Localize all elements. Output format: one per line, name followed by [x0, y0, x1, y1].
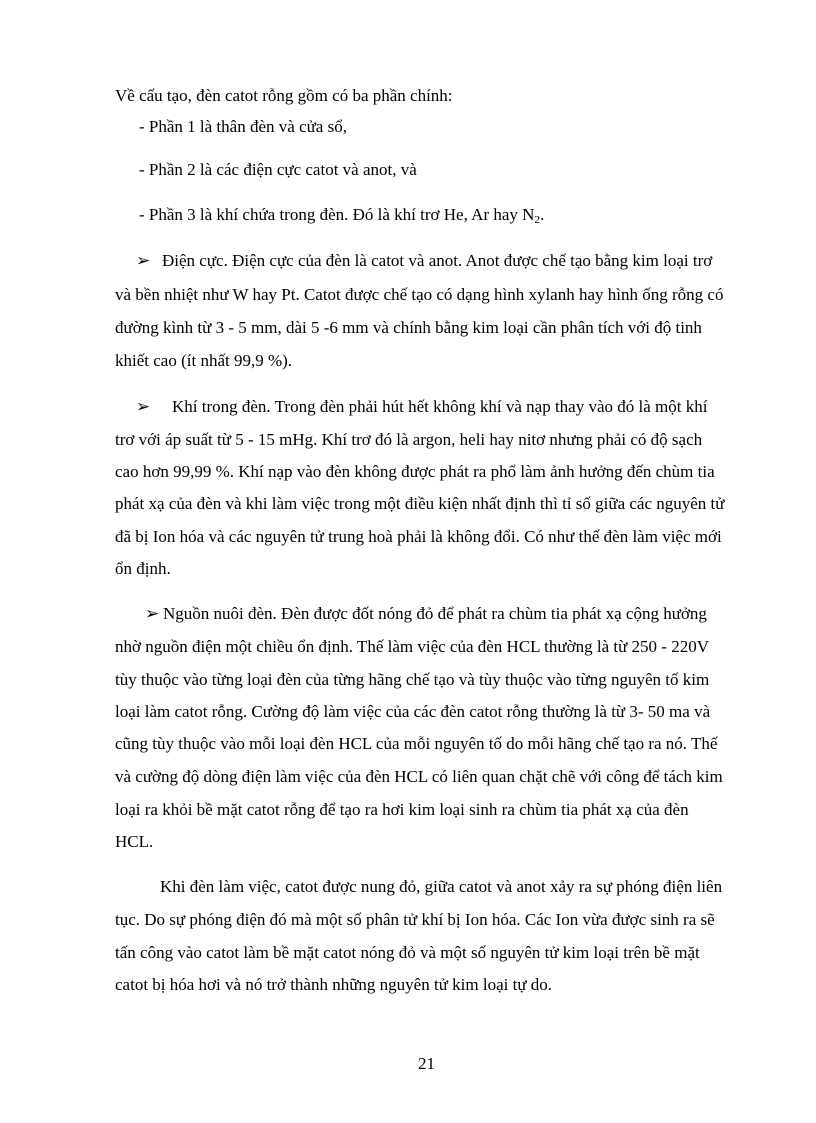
bullet-arrow-icon: ➢: [136, 251, 151, 270]
para3-line-5: cũng tùy thuộc vào mỗi loại đèn HCL của mỗi nguyên tố do mỗi hãng chế tạo ra nó. Thế: [115, 734, 718, 753]
part-1-line: - Phần 1 là thân đèn và cửa sổ,: [139, 117, 347, 136]
part-2-line: - Phần 2 là các điện cực catot và anot, và: [139, 160, 417, 179]
para3-line-3: tùy thuộc vào từng loại đèn của từng hãng chế tạo và tùy thuộc vào từng nguyên tố kim: [115, 670, 710, 689]
para4-line-2: tục. Do sự phóng điện đó mà một số phân tử khí bị Ion hóa. Các Ion vừa được sinh ra sẽ: [115, 910, 715, 929]
para2-line-1: [136, 397, 707, 417]
part-3-subscript: 2: [534, 214, 540, 226]
para1-text-1: Điện cực. Điện cực của đèn là catot và anot. Anot được chế tạo bằng kim loại trơ: [162, 251, 713, 270]
para3-text-1: Nguồn nuôi đèn. Đèn được đốt nóng đỏ để phát ra chùm tia phát xạ cộng hưởng: [163, 604, 707, 623]
para3-line-7: loại ra khỏi bề mặt catot rỗng để tạo ra hơi kim loại sinh ra chùm tia phát xạ của đèn: [115, 800, 689, 819]
bullet-arrow-icon: ➢: [136, 397, 151, 416]
para3-line-4: loại làm catot rỗng. Cường độ làm việc của các đèn catot rỗng thường là từ 3- 50 ma và: [115, 702, 711, 721]
part-3-text: - Phần 3 là khí chứa trong đèn. Đó là khí trơ He, Ar hay N: [139, 205, 535, 224]
page-number: 21: [418, 1054, 435, 1073]
part-3-end: .: [539, 205, 545, 224]
para3-line-6: và cường độ dòng điện làm việc của đèn HCL có liên quan chặt chẽ với công để tách kim: [115, 767, 723, 786]
para1-line-1: [136, 251, 712, 271]
para3-line-8: HCL.: [115, 832, 154, 851]
para2-line-2: trơ với áp suất từ 5 - 15 mHg. Khí trơ đó là argon, heli hay nitơ nhưng phải có độ sạch: [115, 430, 703, 449]
intro-line: Về cấu tạo, đèn catot rỗng gồm có ba phần chính:: [115, 86, 453, 105]
para3-line-1: [145, 604, 707, 624]
para3-line-2: nhờ nguồn điện một chiều ổn định. Thế làm việc của đèn HCL thường là từ 250 - 220V: [115, 637, 709, 656]
para1-line-3: đường kình từ 3 - 5 mm, dài 5 -6 mm và chính bằng kim loại cần phân tích với độ tinh: [115, 318, 702, 337]
para2-line-6: ổn định.: [115, 559, 171, 578]
part-3-line: [139, 205, 544, 225]
para2-text-1: Khí trong đèn. Trong đèn phải hút hết không khí và nạp thay vào đó là một khí: [172, 397, 708, 416]
para2-line-4: phát xạ của đèn và khi làm việc trong một điều kiện nhất định thì tỉ số giữa các nguyên tử: [115, 494, 725, 513]
para4-line-1: Khi đèn làm việc, catot được nung đỏ, giữa catot và anot xảy ra sự phóng điện liên: [160, 877, 723, 896]
para4-line-3: tấn công vào catot làm bề mặt catot nóng đỏ và một số nguyên tử kim loại trên bề mặt: [115, 943, 700, 962]
para4-line-4: catot bị hóa hơi và nó trở thành những nguyên tử kim loại tự do.: [115, 975, 553, 994]
para2-line-3: cao hơn 99,99 %. Khí nạp vào đèn không được phát ra phổ làm ảnh hưởng đến chùm tia: [115, 462, 715, 481]
para1-line-4: khiết cao (ít nhất 99,9 %).: [115, 351, 293, 370]
para1-line-2: và bền nhiệt như W hay Pt. Catot được chế tạo có dạng hình xylanh hay hình ống rỗng có: [115, 285, 724, 304]
para2-line-5: đã bị Ion hóa và các nguyên tử trung hoà phải là không đổi. Có như thế đèn làm việc mới: [115, 527, 722, 546]
bullet-arrow-icon: ➢: [145, 604, 160, 623]
